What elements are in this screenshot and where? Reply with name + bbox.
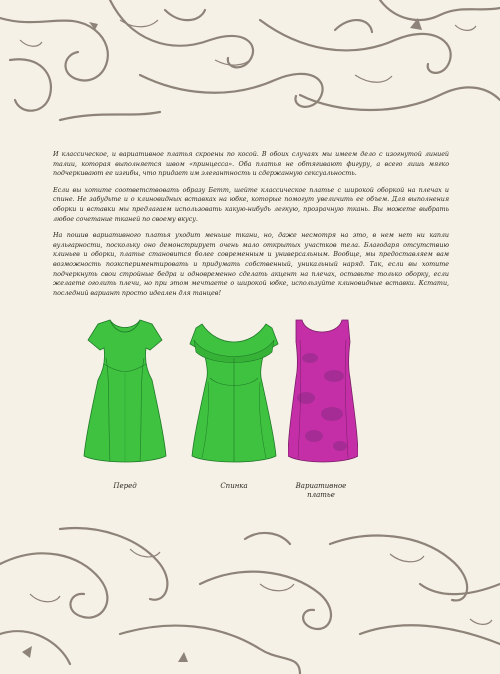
caption-variant: Вариативное платье [295,482,347,499]
figure-variant [288,318,358,468]
figure-front [80,318,170,468]
top-ornament [0,0,500,130]
dress-variant-illustration [288,318,358,468]
paragraph-3: На пошив вариативного платья уходит меньше ткани, но, даже несмотря на это, в нем нет ни капли вульгарности, поскольку оно демонстрирует очень мало открытых участков тела. Благодаря отсутствию клиньев и оборки, платье становится более современным и универсальным. Вообще, мы предоставляем вам возможность поэкспериментировать и придумать собственный, уникальный наряд. Так, если вы хотите подчеркнуть свои стройные бедра и одновременно сделать акцент на плечах, оставьте только оборку, если желаете оголить плечи, но при этом мечтаете о широкой юбке, используйте клиновидные вставки. Кстати, последний вариант просто идеален для танцев! [53,231,449,297]
paragraph-1: И классическое, и вариативное платья скроены по косой. В обоих случаях мы имеем дело с изогнутой линией талии, которая выполняется швом «принцесса». Оба платья не обтягивают фигуру, а всего лишь мягко подчеркивают ее изгибы, что придает им элегантность и сдержанную сексуальность. [53,150,449,178]
paragraph-2: Если вы хотите соответствовать образу Бетт, шейте классическое платье с широкой оборкой на плечах и спине. Не забудьте и о клиновидных вставках на юбке, которые помогут увеличить ее объем. Для выполнения оборки и вставки мы предлагаем использовать какую-нибудь легкую, прозрачную ткань. Вы можете выбрать любое сочетание тканей по своему вкусу. [53,185,449,223]
dress-back-illustration [188,318,280,468]
figure-back [188,318,280,468]
dress-figures [80,318,380,508]
caption-front: Перед [113,482,137,490]
text-block [53,150,449,305]
bottom-ornament [0,524,500,674]
dress-front-illustration [80,318,170,468]
caption-back: Спинка [220,482,248,490]
